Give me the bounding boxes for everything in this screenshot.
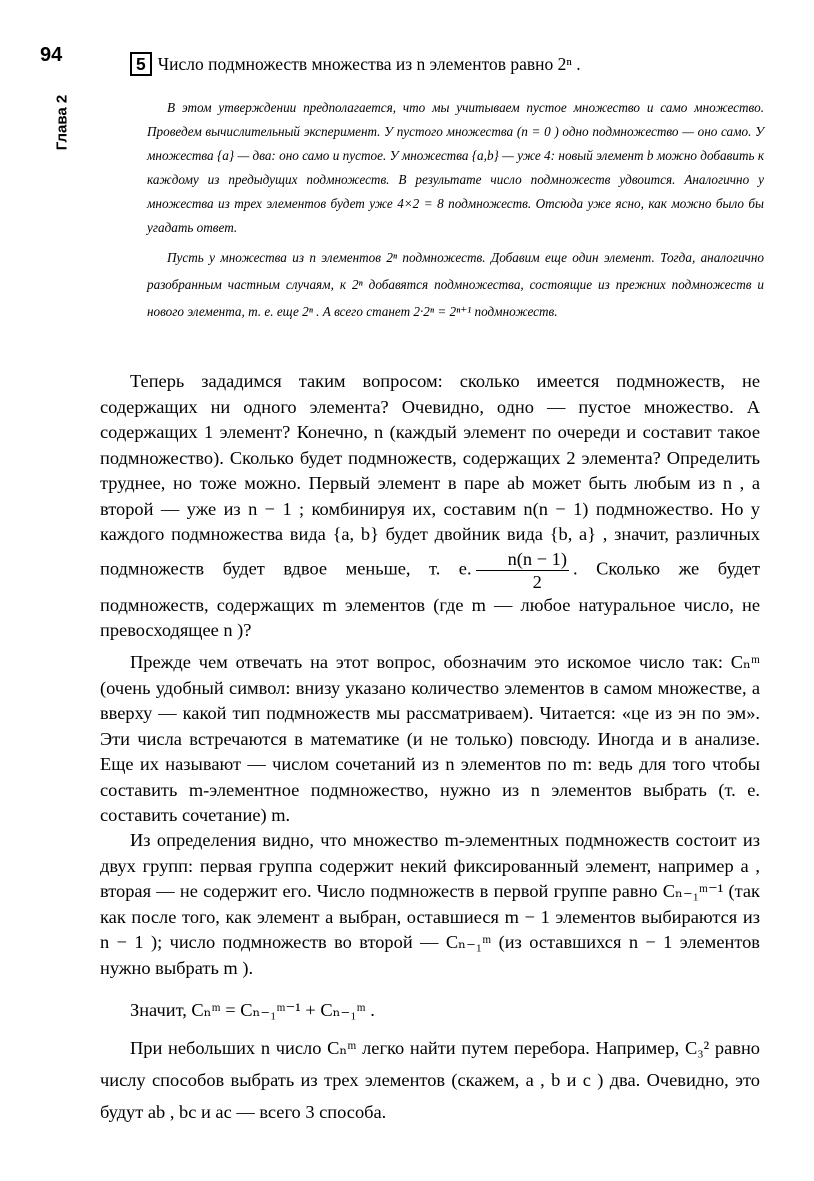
note-block-proof: [147, 244, 764, 325]
statement-text: Число подмножеств множества из n элементов равно 2ⁿ .: [157, 54, 581, 74]
recurrence-formula: Значит, Cₙᵐ = Cₙ₋₁ᵐ⁻¹ + Cₙ₋₁ᵐ .: [130, 1000, 375, 1020]
main-paragraph-5-text: При небольших n число Cₙᵐ легко найти путем перебора. Например, C₃² равно числу способов выбрать из трех элементов (скажем, a , b и c ) два. Очевидно, это будут ab , bc и ac — всего 3 способа.: [100, 1038, 760, 1122]
page-number: 94: [40, 44, 63, 66]
main-paragraph-1-text: Теперь зададимся таким вопросом: сколько имеется подмножеств, не содержащих ни одного элемента? Очевидно, одно — пустое множество. А содержащих 1 элемент? Конечно, n (каждый элемент по очереди и составит такое подмножество). Сколько будет подмножеств, содержащих 2 элемента? Определить труднее, но тоже можно. Первый элемент в паре ab может быть любым из n , а второй — уже из n − 1 ; комбинируя их, составим n(n − 1) подмножество. Но у каждого подмножества вида {a, b} будет двойник вида {b, a} , значит, различных подмножеств будет вдвое меньше, т. е.: [100, 371, 760, 579]
main-paragraph-2-text: Прежде чем отвечать на этот вопрос, обозначим это искомое число так: Cₙᵐ (очень удобный символ: внизу указано количество элементов в самом множестве, а вверху — какой тип подмножеств мы рассматриваем). Читается: «це из эн по эм». Эти числа встречаются в математике (и не только) повсюду. Иногда и в анализе. Еще их называют — числом сочетаний из n элементов по m: ведь для того чтобы составить m-элементное подмножество, нужно из n элементов выбрать (т. е. составить сочетание) m.: [100, 652, 760, 825]
main-paragraph-1: [100, 369, 760, 644]
statement-heading: [130, 52, 581, 76]
note-paragraph-1: В этом утверждении предполагается, что мы учитываем пустое множество и само множество. Проведем вычислительный эксперимент. У пустого множества (n = 0 ) одно подмножество — оно само. У множества {a} — два: оно само и пустое. У множества {a,b} — уже 4: новый элемент b можно добавить к каждому из предыдущих подмножеств. В результате число подмножеств удвоится. Аналогично у множества из трех элементов будет уже 4×2 = 8 подмножеств. Отсюда уже ясно, как можно было бы угадать ответ.: [147, 100, 764, 235]
chapter-label-text: Глава 2: [53, 94, 71, 151]
note-paragraph-2: Пусть у множества из n элементов 2ⁿ подмножеств. Добавим еще один элемент. Тогда, аналогично разобранным частным случаям, к 2ⁿ добавятся подмножества, состоящие из прежних подмножеств и нового элемента, т. е. еще 2ⁿ . А всего станет 2·2ⁿ = 2ⁿ⁺¹ подмножеств.: [147, 250, 764, 319]
fraction: [476, 548, 569, 593]
chapter-label: [52, 92, 72, 156]
main-paragraph-2: [100, 650, 760, 829]
fraction-numerator: n(n − 1): [476, 548, 569, 571]
main-paragraph-4: [100, 998, 760, 1024]
main-paragraph-1-tail: . Сколько же будет подмножеств, содержащих m элементов (где m — любое натуральное число, не превосходящее n )?: [100, 558, 760, 640]
fraction-denominator: 2: [532, 571, 542, 592]
main-paragraph-3: [100, 828, 760, 981]
main-paragraph-3-text: Из определения видно, что множество m-элементных подмножеств состоит из двух групп: первая группа содержит некий фиксированный элемент, например a , вторая — не содержит его. Число подмножеств в первой группе равно Cₙ₋₁ᵐ⁻¹ (так как после того, как элемент a выбран, оставшиеся m − 1 элементов выбираются из n − 1 ); число подмножеств во второй — Cₙ₋₁ᵐ (из оставшихся n − 1 элементов нужно выбрать m ).: [100, 830, 760, 978]
statement-number-box: 5: [130, 52, 152, 76]
note-block-experiment: [147, 96, 764, 240]
main-paragraph-5: [100, 1032, 760, 1128]
